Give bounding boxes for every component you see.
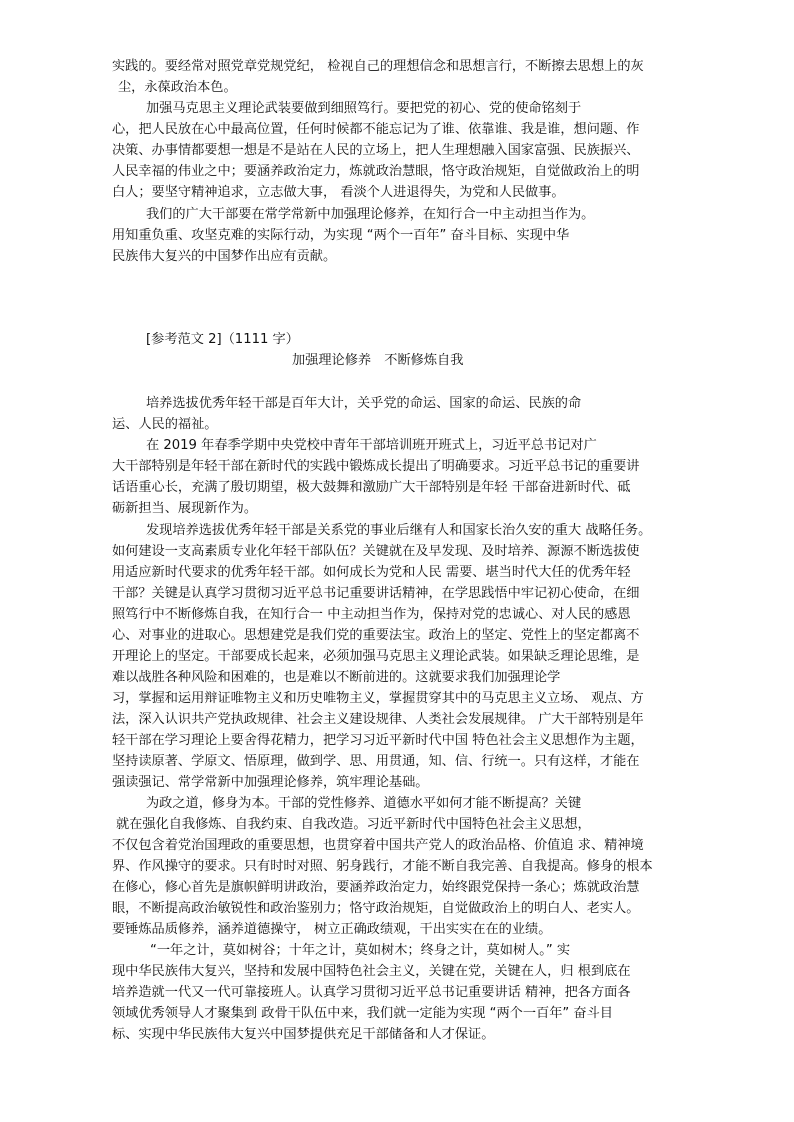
text-line: 难以战胜各种风险和困难的，也是难以不断前进的。这就要求我们加强理论学: [112, 670, 561, 685]
text-line: 界、作风操守的要求。只有时时对照、躬身践行，才能不断自我完善、自我提高。修身的根本: [112, 859, 653, 874]
text-line: 在修心，修心首先是旗帜鲜明讲政治，要涵养政治定力，始终跟党保持一条心；炼就政治慧: [112, 880, 640, 895]
text-line: 在 2019 年春季学期中央党校中青年干部培训班开班式上，习近平总书记对广: [146, 438, 597, 453]
text-line: 坚持读原著、学原文、悟原理，做到学、思、用贯通，知、信、行统一。只有这样，才能在: [112, 754, 640, 769]
text-line: 心、对事业的进取心。思想建党是我们党的重要法宝。政治上的坚定、党性上的坚定都离不: [112, 628, 640, 643]
text-line: 砺新担当、展现新作为。: [112, 501, 258, 516]
text-line: 实践的。要经常对照党章党规党纪， 检视自己的理想信念和思想言行，不断擦去思想上的灰: [112, 59, 644, 74]
reference-label: [参考范文 2]（1111 字）: [146, 332, 299, 347]
text-line: 就在强化自我修炼、自我约束、自我改造。习近平新时代中国特色社会主义思想，: [116, 817, 591, 832]
text-line: 话语重心长，充满了殷切期望，极大鼓舞和激励广大干部特别是年轻 干部奋进新时代、砥: [112, 480, 631, 495]
text-line: 标、实现中华民族伟大复兴中国梦提供充足干部储备和人才保证。: [112, 1027, 495, 1042]
text-line: 我们的广大干部要在常学常新中加强理论修养，在知行合一中主动担当作为。: [146, 207, 595, 222]
text-line: 眼，不断提高政治敏锐性和政治鉴别力；恪守政治规矩，自觉做政治上的明白人、老实人。: [112, 901, 640, 916]
text-line: 用适应新时代要求的优秀年轻干部。如何成长为党和人民 需要、堪当时代大任的优秀年轻: [112, 565, 631, 580]
text-line: 如何建设一支高素质专业化年轻干部队伍？关键就在及早发现、及时培养、源源不断选拔使: [112, 544, 640, 559]
text-line: 尘，永葆政治本色。: [118, 80, 237, 95]
text-line: 白人；要坚守精神追求，立志做大事， 看淡个人进退得失，为党和人民做事。: [112, 185, 565, 200]
text-line: 要锤炼品质修养，涵养道德操守， 树立正确政绩观，干出实实在在的业绩。: [112, 922, 552, 937]
text-line: 培养造就一代又一代可靠接班人。认真学习贯彻习近平总书记重要讲话 精神，把各方面各: [112, 985, 631, 1000]
text-line: 开理论上的坚定。干部要成长起来，必须加强马克思主义理论武装。如果缺乏理论思维，是: [112, 649, 640, 664]
text-line: 培养选拔优秀年轻干部是百年大计，关乎党的命运、国家的命运、民族的命: [146, 396, 582, 411]
text-line: 领域优秀领导人才聚集到 政骨干队伍中来，我们就一定能为实现 “两个一百年” 奋斗目: [112, 1006, 613, 1021]
text-line: 强读强记、常学常新中加强理论修养，筑牢理论基础。: [112, 775, 429, 790]
text-line: 大干部特别是年轻干部在新时代的实践中锻炼成长提出了明确要求。习近平总书记的重要讲: [112, 459, 640, 474]
text-line: 不仅包含着党治国理政的重要思想，也贯穿着中国共产党人的政治品格、价值追 求、精神境: [112, 838, 644, 853]
text-line: 运、人民的福祉。: [112, 417, 218, 432]
text-line: 法，深入认识共产党执政规律、社会主义建设规律、人类社会发展规律。 广大干部特别是年: [112, 712, 644, 727]
text-line: 为政之道，修身为本。干部的党性修养、道德水平如何才能不断提高？关键: [146, 796, 582, 811]
text-line: 心，把人民放在心中最高位置，任何时候都不能忘记为了谁、依靠谁、我是谁，想问题、作: [112, 122, 640, 137]
text-line: 决策、办事情都要想一想是不是站在人民的立场上，把人生理想融入国家富强、民族振兴、: [112, 143, 640, 158]
text-line: “一年之计，莫如树谷；十年之计，莫如树木；终身之计，莫如树人。” 实: [150, 943, 571, 958]
text-line: 习，掌握和运用辩证唯物主义和历史唯物主义，掌握贯穿其中的马克思主义立场、 观点、方: [112, 691, 644, 706]
text-line: 照笃行中不断修炼自我，在知行合一 中主动担当作为，保持对党的忠诚心、对人民的感恩: [112, 607, 631, 622]
text-line: 干部？关键是认真学习贯彻习近平总书记重要讲话精神，在学思践悟中牢记初心使命，在细: [112, 586, 640, 601]
text-line: 轻干部在学习理论上要舍得花精力，把学习习近平新时代中国 特色社会主义思想作为主题，: [112, 733, 644, 748]
text-line: 用知重负重、攻坚克难的实际行动，为实现 “两个一百年” 奋斗目标、实现中华: [112, 228, 570, 243]
essay-title: 加强理论修养 不断修炼自我: [292, 353, 464, 368]
text-line: 发现培养选拔优秀年轻干部是关系党的事业后继有人和国家长治久安的重大 战略任务。: [146, 523, 652, 538]
text-line: 现中华民族伟大复兴，坚持和发展中国特色社会主义，关键在党，关键在人，归 根到底在: [112, 964, 631, 979]
text-line: 民族伟大复兴的中国梦作出应有贡献。: [112, 249, 337, 264]
text-line: 人民幸福的伟业之中；要涵养政治定力，炼就政治慧眼，恪守政治规矩，自觉做政治上的明: [112, 164, 640, 179]
text-line: 加强马克思主义理论武装要做到细照笃行。要把党的初心、党的使命铭刻于: [146, 101, 582, 116]
